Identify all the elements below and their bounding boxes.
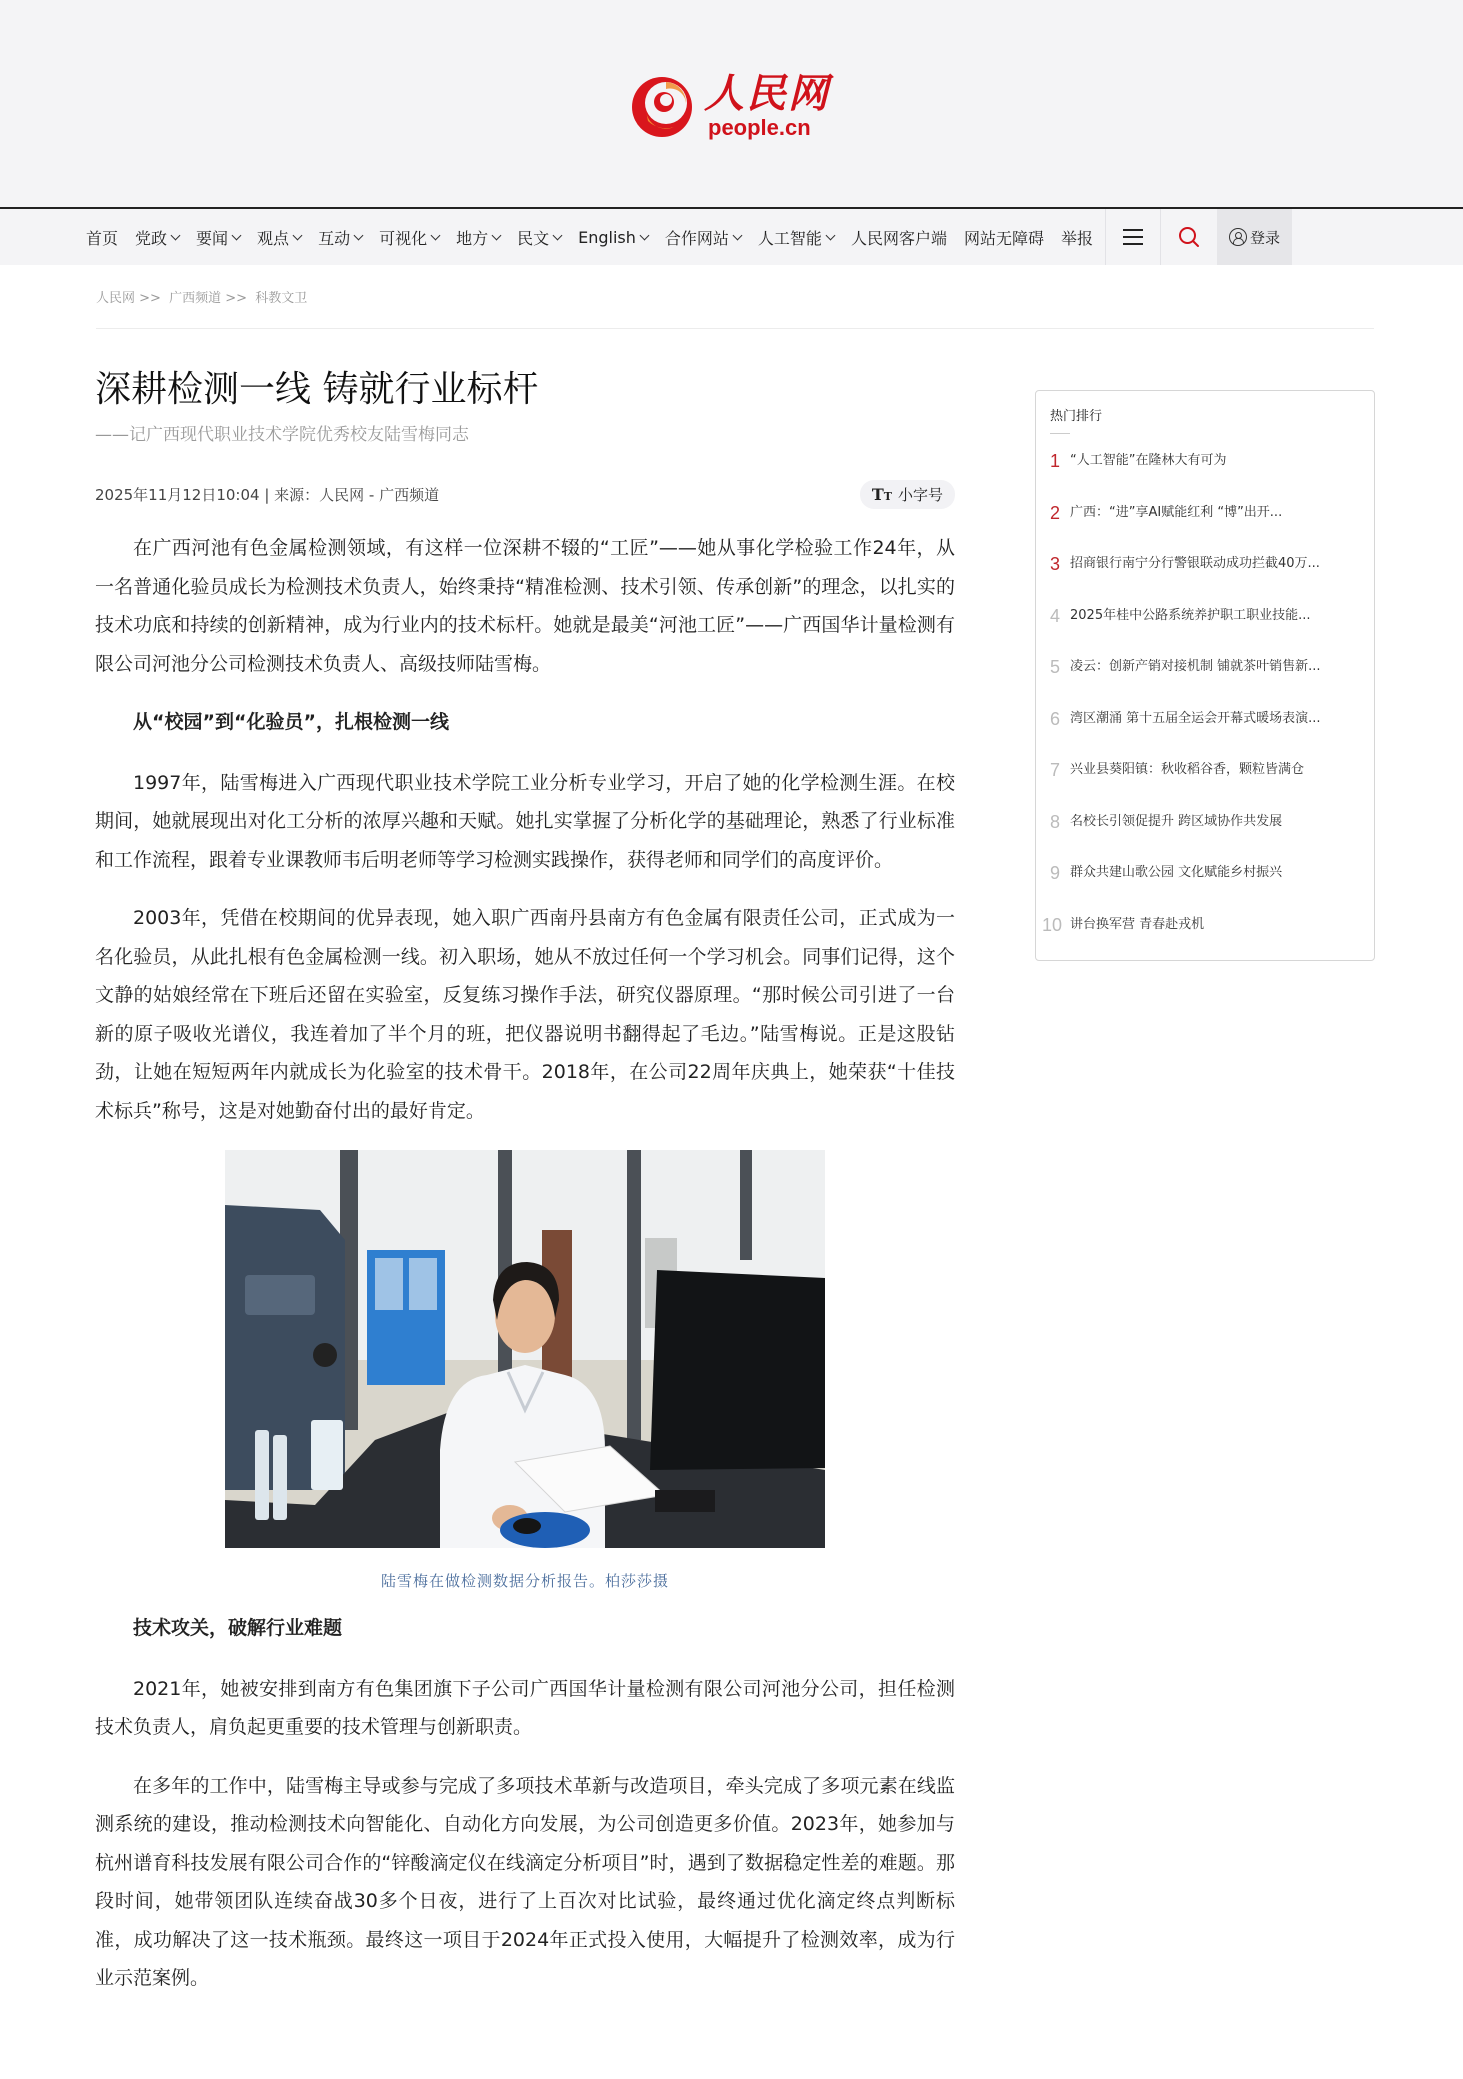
- rank-number: 4: [1050, 605, 1061, 626]
- hot-item-title: 讲台换军营 青春赴戎机: [1070, 916, 1205, 932]
- chevron-down-icon: [553, 230, 563, 240]
- nav-label: 人民网客户端: [850, 228, 947, 248]
- nav-item-home[interactable]: [86, 226, 118, 249]
- paragraph: 1997年，陆雪梅进入广西现代职业技术学院工业分析专业学习，开启了她的化学检测生涯。在校期间，她就展现出对化工分析的浓厚兴趣和天赋。她扎实掌握了分析化学的基础理论，熟悉了行业标准和工作流程，跟着专业课教师韦后明老师等学习检测实践操作，获得老师和同学们的高度评价。: [95, 771, 955, 871]
- nav-item-accessibility[interactable]: [964, 226, 1044, 249]
- paragraph: 2003年，凭借在校期间的优异表现，她入职广西南丹县南方有色金属有限责任公司，正式成为一名化验员，从此扎根有色金属检测一线。初入职场，她从不放过任何一个学习机会。同事们记得，这个文静的姑娘经常在下班后还留在实验室，反复练习操作手法，研究仪器原理。“那时候公司引进了一台新的原子吸收光谱仪，我连着加了半个月的班，把仪器说明书翻得起了毛边。”陆雪梅说。正是这股钻劲，让她在短短两年内就成长为化验室的技术骨干。2018年，在公司22周年庆典上，她荣获“十佳技术标兵”称号，这是对她勤奋付出的最好肯定。: [95, 907, 955, 1122]
- rank-number: 5: [1050, 657, 1061, 677]
- hot-ranking-item[interactable]: [1042, 914, 1360, 968]
- hot-item-title: 招商银行南宁分行警银联动成功拦截40万...: [1070, 556, 1320, 571]
- login-button[interactable]: [1217, 209, 1292, 265]
- hot-item-title: 广西：“进”享AI赋能红利 “博”出开...: [1070, 504, 1283, 520]
- rank-number: 1: [1050, 451, 1061, 471]
- nav-label: 民文: [517, 228, 550, 248]
- site-header: [0, 0, 1463, 209]
- hot-item-title: 湾区潮涌 第十五届全运会开幕式暖场表演...: [1070, 710, 1321, 726]
- rank-number: 6: [1050, 708, 1061, 729]
- nav-item-english[interactable]: [578, 228, 648, 247]
- nav-item-report[interactable]: [1061, 226, 1093, 249]
- site-logo[interactable]: [628, 66, 843, 146]
- nav-item-interaction[interactable]: [318, 226, 362, 249]
- nav-item-ai[interactable]: [758, 226, 834, 249]
- nav-item-visualization[interactable]: [379, 226, 439, 249]
- nav-item-ethnic-languages[interactable]: [517, 226, 561, 249]
- nav-label: 网站无障碍: [963, 228, 1044, 248]
- nav-label: 地方: [456, 228, 489, 248]
- chevron-down-icon: [293, 230, 303, 240]
- chevron-down-icon: [354, 230, 364, 240]
- hot-ranking-list: [1042, 451, 1360, 967]
- nav-item-opinion[interactable]: [257, 226, 301, 249]
- breadcrumb: [96, 265, 1374, 329]
- section-heading: 从“校园”到“化验员”，扎根检测一线: [133, 711, 449, 733]
- user-icon: [1229, 228, 1247, 246]
- article-figure: [95, 1150, 955, 1591]
- breadcrumb-separator: >>: [225, 291, 248, 306]
- section-heading: 技术攻关，破解行业难题: [133, 1617, 343, 1639]
- article-title: 深耕检测一线 铸就行业标杆: [95, 369, 539, 410]
- nav-label: 合作网站: [664, 228, 729, 248]
- logo-mark-icon: [628, 71, 698, 141]
- nav-item-partner-sites[interactable]: [665, 226, 741, 249]
- chevron-down-icon: [431, 230, 441, 240]
- figure-caption: 陆雪梅在做检测数据分析报告。柏莎莎摄: [380, 1572, 669, 1590]
- hot-ranking-title: 热门排行: [1050, 405, 1360, 434]
- hot-ranking-item[interactable]: [1050, 813, 1360, 865]
- nav-label: English: [578, 227, 636, 247]
- chevron-down-icon: [232, 230, 242, 240]
- article-photo: [225, 1150, 825, 1548]
- article-subtitle: ——记广西现代职业技术学院优秀校友陆雪梅同志: [95, 425, 469, 445]
- paragraph: 2021年，她被安排到南方有色集团旗下子公司广西国华计量检测有限公司河池分公司，担任检测技术负责人，肩负起更重要的技术管理与创新职责。: [95, 1677, 955, 1738]
- hot-ranking-item[interactable]: [1050, 452, 1360, 504]
- nav-item-party-government[interactable]: [135, 226, 179, 249]
- chevron-down-icon: [492, 230, 502, 240]
- article-body: [95, 529, 955, 1998]
- logo-chinese-text: 人民网: [704, 70, 830, 117]
- nav-label: 首页: [86, 228, 119, 248]
- rank-number: 3: [1050, 554, 1061, 574]
- hot-item-title: 群众共建山歌公园 文化赋能乡村振兴: [1070, 865, 1283, 880]
- sidebar: [1035, 390, 1375, 961]
- nav-label: 观点: [257, 228, 290, 248]
- menu-button[interactable]: [1105, 209, 1161, 265]
- breadcrumb-separator: >>: [139, 291, 161, 306]
- nav-label: 可视化: [379, 228, 428, 248]
- chevron-down-icon: [171, 230, 181, 240]
- breadcrumb-item-channel[interactable]: 广西频道: [169, 291, 222, 306]
- hot-ranking-item[interactable]: [1050, 710, 1360, 762]
- article-date-source: 2025年11月12日10:04 | 来源：人民网 - 广西频道: [95, 485, 440, 504]
- nav-label: 人工智能: [757, 228, 822, 248]
- font-size-icon: TT: [871, 484, 892, 504]
- nav-tools: [1105, 209, 1292, 265]
- rank-number: 8: [1050, 811, 1061, 832]
- main-nav: [0, 209, 1463, 265]
- chevron-down-icon: [732, 230, 742, 240]
- hot-item-title: 兴业县葵阳镇：秋收稻谷香，颗粒皆满仓: [1070, 762, 1305, 777]
- login-label: 登录: [1249, 228, 1280, 247]
- hot-item-title: “人工智能”在隆林大有可为: [1070, 453, 1227, 468]
- hot-ranking-item[interactable]: [1050, 658, 1360, 710]
- hot-ranking-item[interactable]: [1050, 607, 1360, 659]
- nav-label: 举报: [1060, 228, 1093, 248]
- font-size-toggle-button[interactable]: [860, 480, 955, 509]
- nav-label: 党政: [135, 228, 168, 248]
- nav-item-local[interactable]: [456, 226, 500, 249]
- hot-ranking-item[interactable]: [1050, 761, 1360, 813]
- nav-label: 互动: [318, 228, 351, 248]
- article-meta: [95, 479, 955, 509]
- hot-ranking-item[interactable]: [1050, 864, 1360, 916]
- nav-items: [86, 209, 1105, 265]
- paragraph: 在广西河池有色金属检测领域，有这样一位深耕不辍的“工匠”——她从事化学检验工作24年，从一名普通化验员成长为检测技术负责人，始终秉持“精准检测、技术引领、传承创新”的理念，以扎实的技术功底和持续的创新精神，成为行业内的技术标杆。她就是最美“河池工匠”——广西国华计量检测有限公司河池分公司检测技术负责人、高级技师陆雪梅。: [95, 537, 955, 675]
- nav-label: 要闻: [196, 228, 229, 248]
- hot-ranking-panel: [1035, 390, 1375, 961]
- hot-ranking-item[interactable]: [1050, 504, 1360, 556]
- logo-english-text: people.cn: [708, 115, 811, 140]
- rank-number: 7: [1050, 760, 1061, 780]
- rank-number: 10: [1042, 914, 1063, 935]
- paragraph: 在多年的工作中，陆雪梅主导或参与完成了多项技术革新与改造项目，牵头完成了多项元素在线监测系统的建设，推动检测技术向智能化、自动化方向发展，为公司创造更多价值。2023年，她参加与杭州谱育科技发展有限公司合作的“锌酸滴定仪在线滴定分析项目”时，遇到了数据稳定性差的难题。那段时间，她带领团队连续奋战30多个日夜，进行了上百次对比试验，最终通过优化滴定终点判断标准，成功解决了这一技术瓶颈。最终这一项目于2024年正式投入使用，大幅提升了检测效率，成为行业示范案例。: [95, 1774, 955, 1989]
- hamburger-icon: [1123, 229, 1143, 245]
- chevron-down-icon: [825, 230, 835, 240]
- rank-number: 2: [1050, 502, 1061, 523]
- search-button[interactable]: [1161, 209, 1217, 265]
- rank-number: 9: [1050, 863, 1061, 883]
- nav-item-app[interactable]: [851, 226, 947, 249]
- chevron-down-icon: [639, 230, 649, 240]
- font-size-label: 小字号: [897, 485, 943, 504]
- hot-item-title: 2025年桂中公路系统养护职工职业技能...: [1070, 607, 1311, 623]
- breadcrumb-item-section[interactable]: 科教文卫: [255, 291, 308, 306]
- article: [95, 329, 955, 2018]
- search-icon: [1178, 226, 1200, 248]
- breadcrumb-item-home[interactable]: 人民网: [96, 291, 136, 306]
- hot-item-title: 名校长引领促提升 跨区域协作共发展: [1070, 813, 1283, 829]
- hot-item-title: 凌云：创新产销对接机制 铺就茶叶销售新...: [1070, 659, 1321, 674]
- nav-item-news[interactable]: [196, 226, 240, 249]
- hot-ranking-item[interactable]: [1050, 555, 1360, 607]
